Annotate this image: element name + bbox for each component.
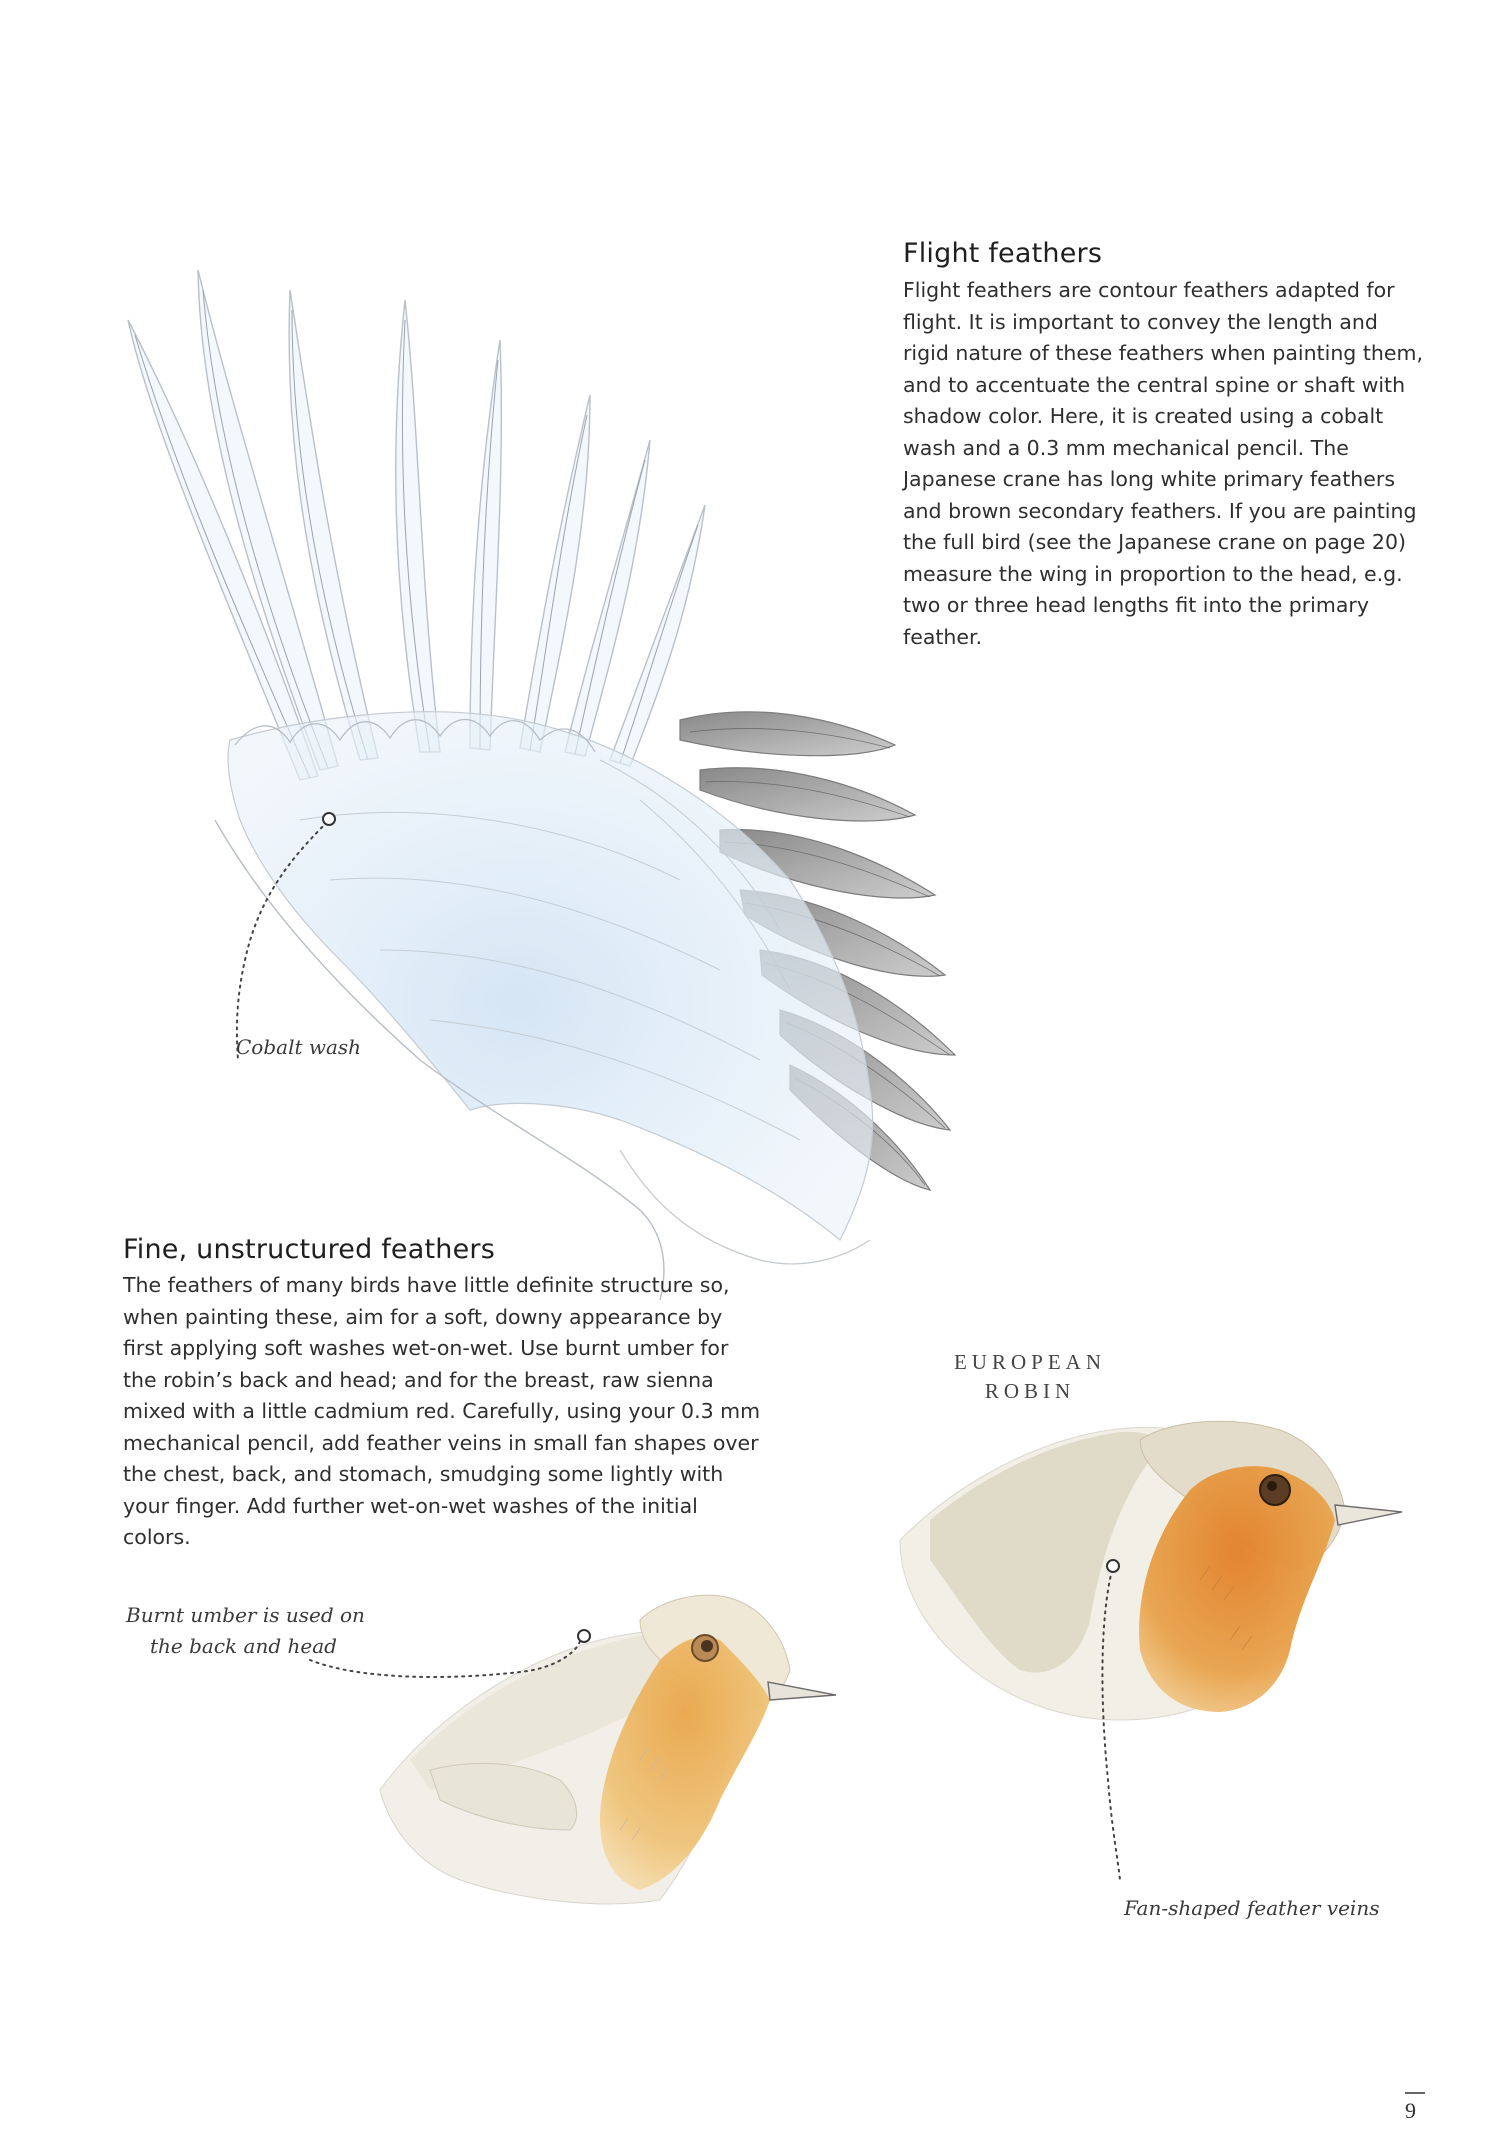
species-label-line1: EUROPEAN: [953, 1350, 1106, 1374]
wing-illustration: [128, 270, 955, 1300]
burnt-umber-caption-line1: Burnt umber is used on: [126, 1603, 365, 1627]
robin-illustration-small: [380, 1595, 836, 1904]
cobalt-wash-caption: Cobalt wash: [236, 1035, 362, 1059]
robin-illustration-large: [900, 1421, 1402, 1720]
page-number: 9: [1405, 2098, 1416, 2123]
species-label-line2: ROBIN: [984, 1379, 1076, 1403]
flight-feathers-body: Flight feathers are contour feathers adapted for flight. It is important to convey the length and rigid nature of these feathers when painting them, and to accentuate the central spine or shaft with shadow color. Here, it is created using a cobalt wash and a 0.3 mm mechanical pencil. The Japanese crane has long white primary feathers and brown secondary feathers. If you are painting the full bird (see the Japanese crane on page 20) measure the wing in proportion to the head, e.g. two or three head lengths fit into the primary feather.: [903, 278, 1423, 649]
fan-veins-caption: Fan-shaped feather veins: [1124, 1896, 1380, 1920]
burnt-umber-caption: [126, 1600, 406, 1662]
flight-feathers-heading: Flight feathers: [903, 238, 1103, 269]
fine-feathers-heading: Fine, unstructured feathers: [123, 1234, 495, 1265]
burnt-umber-caption-line2: the back and head: [150, 1634, 337, 1658]
species-label: [930, 1348, 1130, 1406]
fine-feathers-body: The feathers of many birds have little definite structure so, when painting these, aim for a soft, downy appearance by first applying soft washes wet-on-wet. Use burnt umber for the robin’s back and head; and for the breast, raw sienna mixed with a little cadmium red. Carefully, using your 0.3 mm mechanical pencil, add feather veins in small fan shapes over the chest, back, and stomach, smudging some lightly with your finger. Add further wet-on-wet washes of the initial colors.: [123, 1273, 761, 1549]
